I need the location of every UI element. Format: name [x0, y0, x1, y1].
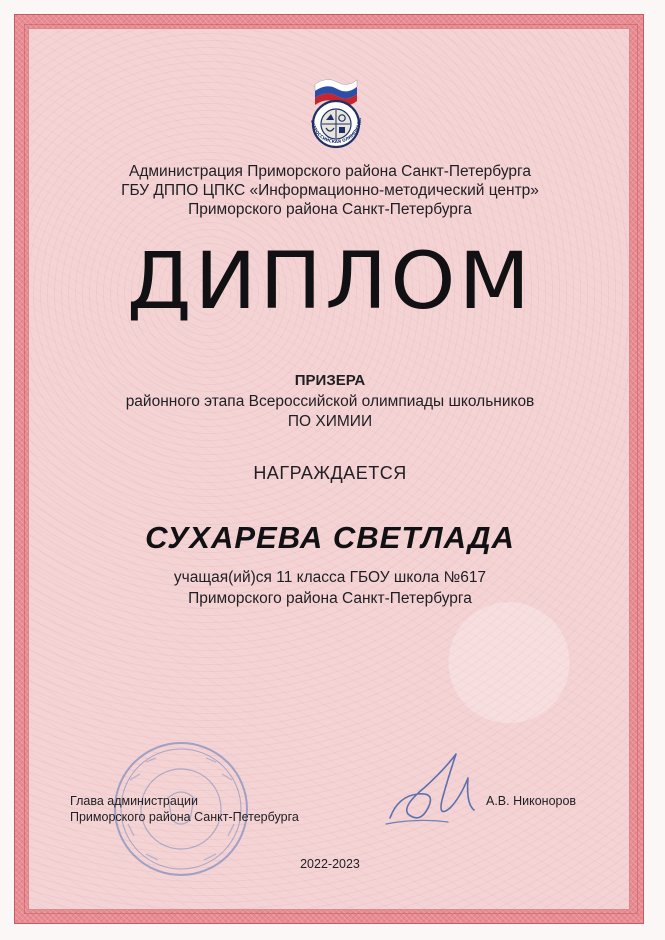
- organization-line-2: ГБУ ДППО ЦПКС «Информационно-методический центр»: [121, 182, 539, 199]
- diploma-title: ДИПЛОМ: [126, 237, 534, 327]
- subject-name: ПО ХИМИИ: [287, 413, 373, 430]
- signatory-name: А.В. Никоноров: [486, 794, 577, 808]
- laureate-status: ПРИЗЕРА: [294, 372, 366, 389]
- organization-line-3: Приморского района Санкт-Петербурга: [188, 201, 472, 218]
- signatory-title-2: Приморского района Санкт-Петербурга: [70, 810, 299, 824]
- recipient-name: СУХАРЕВА СВЕТЛАДА: [145, 520, 515, 555]
- school-line-2: Приморского района Санкт-Петербурга: [188, 590, 472, 607]
- awarded-label: НАГРАЖДАЕТСЯ: [253, 463, 407, 483]
- school-line-1: учащая(ий)ся 11 класса ГБОУ школа №617: [173, 569, 487, 586]
- handwritten-signature: [378, 748, 488, 834]
- event-name: районного этапа Всероссийской олимпиады школьников: [125, 393, 535, 410]
- olympiad-emblem-icon: [297, 74, 375, 154]
- organization-line-1: Администрация Приморского района Санкт-Петербурга: [129, 163, 531, 180]
- academic-year: 2022-2023: [300, 857, 360, 871]
- signatory-title-1: Глава администрации: [70, 794, 198, 808]
- svg-text:ВСЕРОССИЙСКАЯ ОЛИМПИАДА ШКОЛЬН: ВСЕРОССИЙСКАЯ ОЛИМПИАДА: [310, 117, 363, 145]
